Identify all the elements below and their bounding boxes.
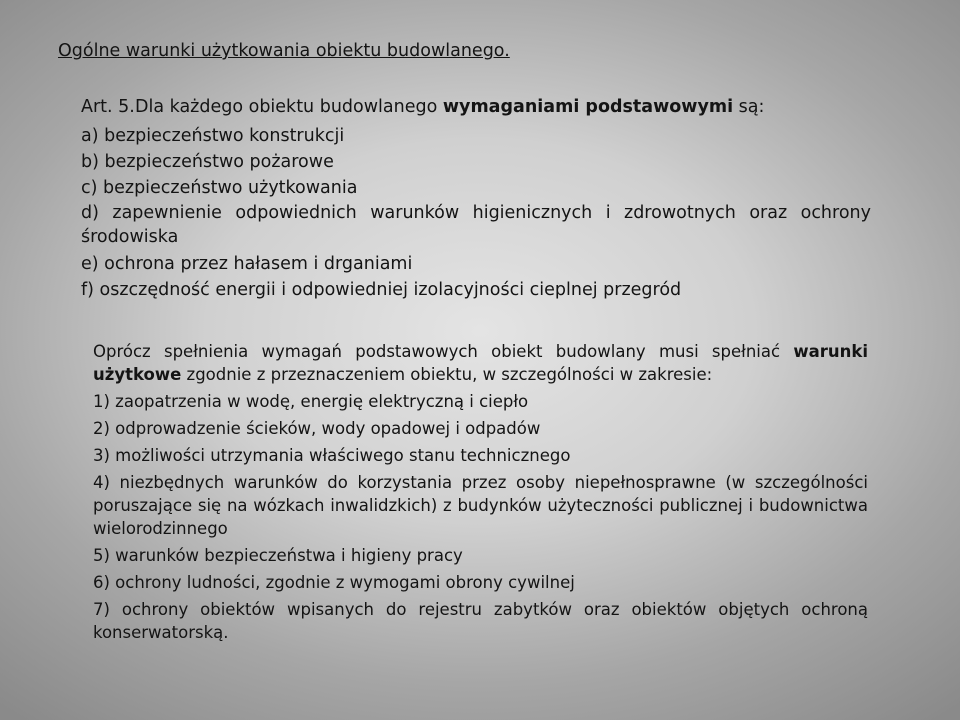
requirement-b: b) bezpieczeństwo pożarowe [81, 152, 334, 172]
usage-intro-tail: zgodnie z przeznaczeniem obiektu, w szczególności w zakresie: [186, 365, 713, 384]
usage-intro [93, 340, 868, 386]
slide-title: Ogólne warunki użytkowania obiektu budowlanego. [58, 41, 510, 61]
usage-item-4: 4) niezbędnych warunków do korzystania przez osoby niepełnosprawne (w szczególności poruszające się na wózkach inwalidzkich) z budynków użyteczności publicznej i budownictwa wielorodzinnego [93, 473, 868, 538]
usage-item-5: 5) warunków bezpieczeństwa i higieny pracy [93, 546, 463, 565]
article-tail-text: są: [738, 97, 765, 117]
usage-item-6: 6) ochrony ludności, zgodnie z wymogami obrony cywilnej [93, 573, 575, 592]
article-5 [81, 97, 881, 303]
article-number: Art. 5. [81, 97, 135, 117]
requirement-c: c) bezpieczeństwo użytkowania [81, 178, 358, 198]
requirement-e: e) ochrona przez hałasem i drganiami [81, 254, 413, 274]
requirement-f: f) oszczędność energii i odpowiedniej izolacyjności cieplnej przegród [81, 280, 682, 300]
usage-item-7: 7) ochrony obiektów wpisanych do rejestru zabytków oraz obiektów objętych ochroną konserwatorską. [93, 600, 868, 642]
usage-item-1: 1) zaopatrzenia w wodę, energię elektryczną i ciepło [93, 392, 529, 411]
requirement-a: a) bezpieczeństwo konstrukcji [81, 126, 345, 146]
usage-conditions [93, 340, 868, 644]
article-heading [81, 97, 881, 121]
requirement-d: d) zapewnienie odpowiednich warunków higienicznych i zdrowotnych oraz ochrony środowiska [81, 203, 871, 247]
article-lead [135, 97, 764, 117]
usage-item-2: 2) odprowadzenie ścieków, wody opadowej i odpadów [93, 419, 541, 438]
usage-intro-lead: Oprócz spełnienia wymagań podstawowych obiekt budowlany musi spełniać [93, 342, 781, 361]
article-strong-text: wymaganiami podstawowymi [442, 97, 734, 117]
usage-intro-strong: warunki użytkowe [93, 342, 868, 384]
usage-item-3: 3) możliwości utrzymania właściwego stanu technicznego [93, 446, 571, 465]
article-lead-text: Dla każdego obiektu budowlanego [135, 97, 438, 117]
